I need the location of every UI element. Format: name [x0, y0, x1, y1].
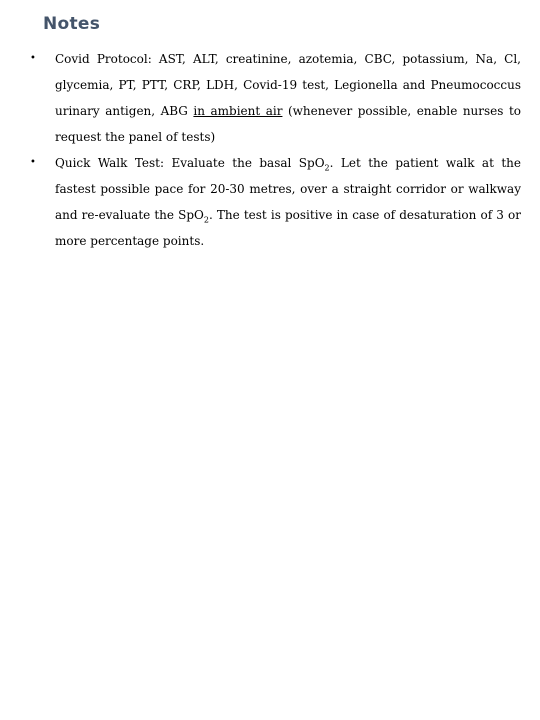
bullet-marker: • — [30, 157, 36, 168]
covid-protocol-text: Covid Protocol: AST, ALT, creatinine, azotemia, CBC, potassium, Na, Cl, glycemia, PT, PTT, CRP, LDH, Covid-19 test, Legionella and Pneumococcus urinary antigen, ABG — [55, 52, 521, 118]
notes-heading: Notes — [43, 14, 101, 34]
quick-walk-text-part2: . Let the patient walk at the fastest possible pace for 20-30 metres, over a straight corridor or walkway and re-evaluate the SpO — [55, 156, 521, 222]
covid-protocol-text-end: (whenever possible, enable nurses to request the panel of tests) — [55, 104, 521, 144]
ambient-air-underlined-text: in ambient air — [193, 104, 283, 118]
quick-walk-text-part1: Quick Walk Test: Evaluate the basal SpO — [55, 156, 325, 170]
note-quick-walk-test — [0, 150, 521, 254]
bullet-marker: • — [30, 53, 36, 64]
note-covid-protocol — [0, 46, 521, 150]
quick-walk-text-part3: . The test is positive in case of desaturation of 3 or more percentage points. — [55, 208, 521, 248]
notes-list — [0, 46, 540, 254]
spo2-subscript: 2 — [203, 215, 209, 225]
spo2-subscript: 2 — [324, 163, 330, 173]
